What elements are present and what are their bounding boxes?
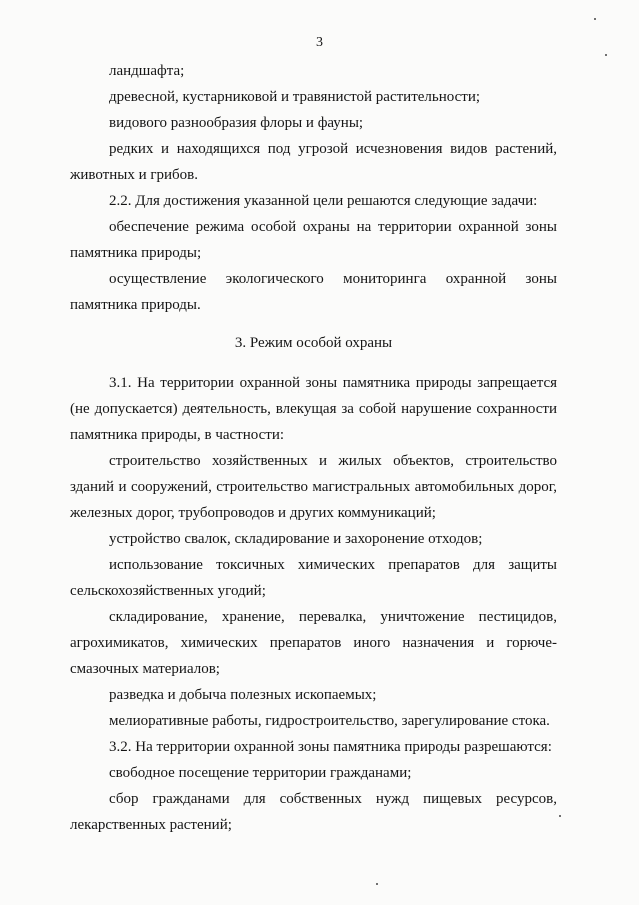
paragraph-protection-regime: обеспечение режима особой охраны на территории охранной зоны памятника природы; — [70, 219, 557, 261]
paragraph-melioration: мелиоративные работы, гидростроительство, зарегулирование стока. — [109, 713, 550, 729]
scan-speck — [559, 815, 561, 817]
paragraph-biodiversity: видового разнообразия флоры и фауны; — [109, 115, 364, 131]
paragraph-toxic-chemicals: использование токсичных химических препаратов для защиты сельскохозяйственных угодий; — [70, 557, 557, 599]
section-heading-3: 3. Режим особой охраны — [234, 335, 393, 351]
scan-speck — [605, 54, 607, 56]
paragraph-mining: разведка и добыча полезных ископаемых; — [109, 687, 377, 703]
scan-speck — [594, 18, 596, 20]
document-body — [70, 58, 557, 838]
paragraph-2-2-tasks: 2.2. Для достижения указанной цели решаются следующие задачи: — [109, 193, 538, 209]
paragraph-vegetation: древесной, кустарниковой и травянистой растительности; — [109, 89, 481, 105]
paragraph-waste: устройство свалок, складирование и захоронение отходов; — [109, 531, 483, 547]
scan-speck — [376, 883, 378, 885]
paragraph-3-2-allowed: 3.2. На территории охранной зоны памятника природы разрешаются: — [109, 739, 552, 755]
paragraph-rare-species: редких и находящихся под угрозой исчезновения видов растений, животных и грибов. — [70, 141, 557, 183]
page-number: 3 — [316, 35, 323, 50]
paragraph-resource-gathering: сбор гражданами для собственных нужд пищевых ресурсов, лекарственных растений; — [70, 791, 557, 833]
paragraph-construction: строительство хозяйственных и жилых объектов, строительство зданий и сооружений, строительство магистральных автомобильных дорог, железных дорог, трубопроводов и других коммуникаций; — [70, 453, 557, 521]
paragraph-pesticides: складирование, хранение, перевалка, уничтожение пестицидов, агрохимикатов, химических препаратов иного назначения и горюче-смазочных материалов; — [70, 609, 557, 677]
paragraph-monitoring: осуществление экологического мониторинга охранной зоны памятника природы. — [70, 271, 557, 313]
paragraph-free-visit: свободное посещение территории гражданами; — [109, 765, 412, 781]
paragraph-landscape: ландшафта; — [109, 63, 185, 79]
paragraph-3-1-prohibited: 3.1. На территории охранной зоны памятника природы запрещается (не допускается) деятельность, влекущая за собой нарушение сохранности памятника природы, в частности: — [70, 375, 557, 443]
